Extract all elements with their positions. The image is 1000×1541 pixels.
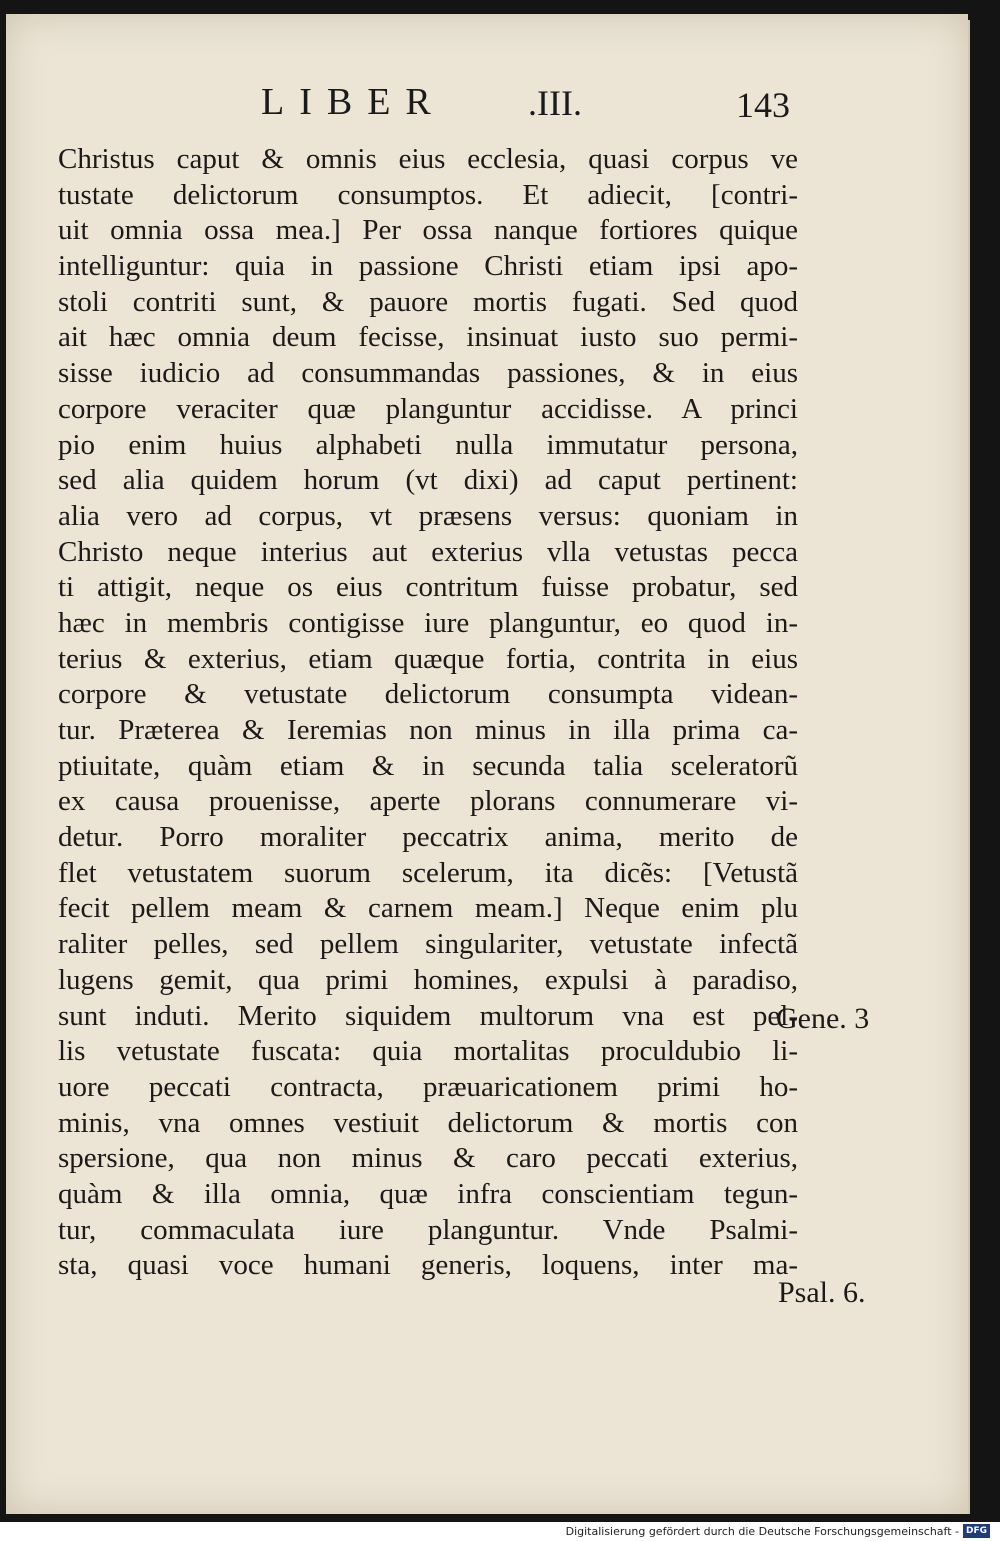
text-line: detur. Porro moraliter peccatrix anima, merito de bbox=[58, 821, 798, 854]
text-line: tur. Præterea & Ieremias non minus in illa prima ca- bbox=[58, 714, 798, 746]
running-head-title: LIBER bbox=[261, 81, 446, 123]
text-line: ti attigit, neque os eius contritum fuisse probatur, sed bbox=[58, 571, 798, 604]
text-line: minis, vna omnes vestiuit delictorum & mortis con bbox=[58, 1106, 798, 1139]
text-line: stoli contriti sunt, & pauore mortis fugati. Sed quod bbox=[58, 285, 798, 318]
marginal-note-genesis: Gene. 3 bbox=[776, 1002, 870, 1035]
text-line: lis vetustate fuscata: quia mortalitas proculdubio li- bbox=[58, 1035, 798, 1068]
text-line: flet vetustatem suorum scelerum, ita dicẽs: [Vetustã bbox=[58, 856, 798, 889]
book-page bbox=[6, 14, 968, 1514]
main-text-block bbox=[58, 142, 798, 1284]
text-line: alia vero ad corpus, vt præsens versus: quoniam in bbox=[58, 499, 798, 532]
text-line: fecit pellem meam & carnem meam.] Neque enim plu bbox=[58, 892, 798, 925]
marginal-note-psalm: Psal. 6. bbox=[778, 1276, 866, 1309]
text-line: raliter pelles, sed pellem singulariter, vetustate infectã bbox=[58, 928, 798, 961]
text-line: intelliguntur: quia in passione Christi etiam ipsi apo- bbox=[58, 250, 798, 283]
running-head bbox=[6, 80, 968, 130]
text-line: sed alia quidem horum (vt dixi) ad caput pertinent: bbox=[58, 464, 798, 497]
text-line: Christus caput & omnis eius ecclesia, quasi corpus ve bbox=[58, 143, 798, 175]
text-line: uore peccati contracta, præuaricationem primi ho- bbox=[58, 1070, 798, 1103]
text-line: spersione, qua non minus & caro peccati exterius, bbox=[58, 1142, 798, 1175]
folio-number: 143 bbox=[736, 85, 790, 125]
text-line: sta, quasi voce humani generis, loquens, inter ma- bbox=[58, 1249, 798, 1282]
text-line: corpore & vetustate delictorum consumpta videan- bbox=[58, 678, 798, 711]
text-line: tustate delictorum consumptos. Et adiecit, [contri- bbox=[58, 178, 798, 211]
text-line: ptiuitate, quàm etiam & in secunda talia sceleratorũ bbox=[58, 749, 798, 782]
text-line: Christo neque interius aut exterius vlla vetustas pecca bbox=[58, 535, 798, 568]
text-line: ait hæc omnia deum fecisse, insinuat iusto suo permi- bbox=[58, 321, 798, 354]
text-line: uit omnia ossa mea.] Per ossa nanque fortiores quique bbox=[58, 214, 798, 247]
dfg-logo-icon: DFG bbox=[963, 1524, 990, 1538]
text-line: terius & exterius, etiam quæque fortia, contrita in eius bbox=[58, 642, 798, 675]
text-line: quàm & illa omnia, quæ infra conscientiam tegun- bbox=[58, 1177, 798, 1210]
text-line: pio enim huius alphabeti nulla immutatur persona, bbox=[58, 428, 798, 461]
credit-text: Digitalisierung gefördert durch die Deutsche Forschungsgemeinschaft - bbox=[565, 1524, 959, 1538]
text-line: tur, commaculata iure planguntur. Vnde Psalmi- bbox=[58, 1213, 798, 1246]
digitization-credit bbox=[566, 1524, 990, 1538]
text-line: corpore veraciter quæ planguntur accidisse. A princi bbox=[58, 392, 798, 425]
text-line: ex causa prouenisse, aperte plorans connumerare vi- bbox=[58, 785, 798, 818]
running-head-book-number: .III. bbox=[528, 83, 582, 123]
text-line: sunt induti. Merito siquidem multorum vna est pel- bbox=[58, 999, 798, 1032]
text-line: hæc in membris contigisse iure planguntur, eo quod in- bbox=[58, 606, 798, 639]
text-line: lugens gemit, qua primi homines, expulsi à paradiso, bbox=[58, 963, 798, 996]
text-line: sisse iudicio ad consummandas passiones, & in eius bbox=[58, 357, 798, 390]
